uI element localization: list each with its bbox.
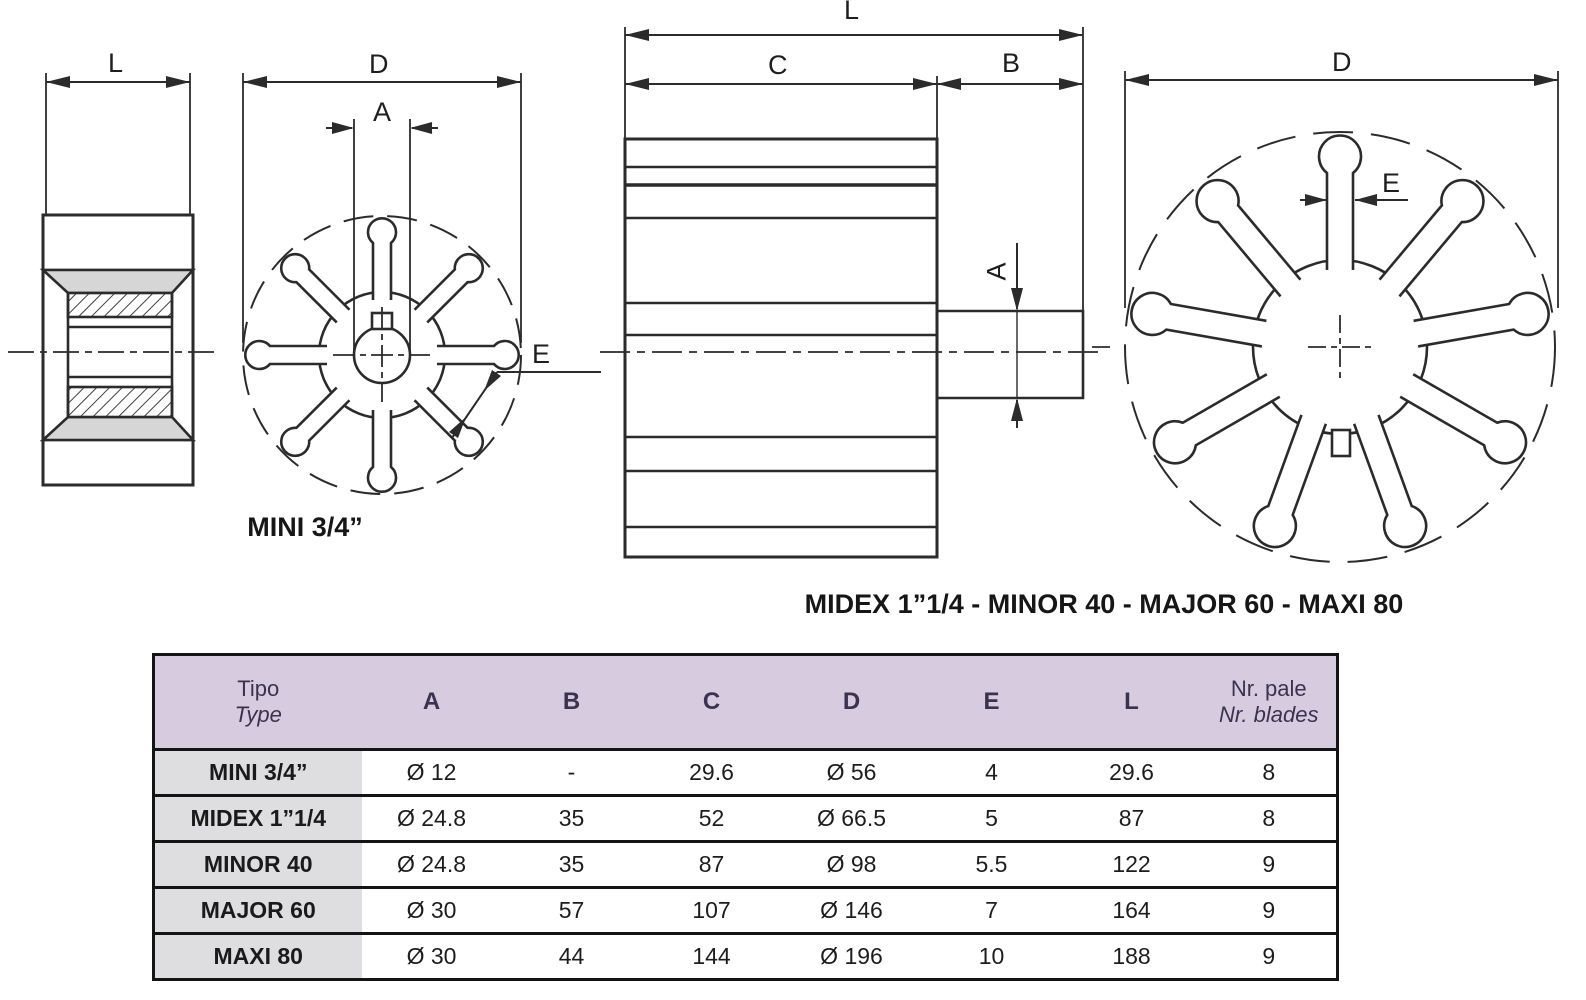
cell-L: 122 (1062, 842, 1202, 888)
cell-C: 52 (642, 796, 782, 842)
cell-B: 35 (502, 842, 642, 888)
side-view-small (8, 73, 215, 485)
cell-D: Ø 66.5 (782, 796, 922, 842)
header-col-B: B (502, 655, 642, 750)
table-row (154, 842, 1338, 888)
caption-midex-minor-major-maxi: MIDEX 1”1/4 - MINOR 40 - MAJOR 60 - MAXI 80 (804, 589, 1404, 619)
spec-table-container (152, 653, 1339, 981)
dim-label-E-small-impeller: E (532, 339, 551, 369)
header-type (154, 655, 362, 750)
cell-blades: 8 (1202, 796, 1338, 842)
header-col-A: A (362, 655, 502, 750)
caption-mini: MINI 3/4” (247, 512, 363, 542)
cell-A: Ø 30 (362, 934, 502, 980)
table-row (154, 750, 1338, 796)
cell-B: - (502, 750, 642, 796)
table-row (154, 934, 1338, 980)
cell-blades: 9 (1202, 934, 1338, 980)
impeller-view-small (243, 73, 601, 494)
header-blades-english: Nr. blades (1219, 702, 1319, 727)
cell-E: 5.5 (922, 842, 1062, 888)
row-label: MINI 3/4” (154, 750, 362, 796)
cell-L: 29.6 (1062, 750, 1202, 796)
cell-blades: 8 (1202, 750, 1338, 796)
row-label: MIDEX 1”1/4 (154, 796, 362, 842)
dim-label-D-small-impeller: D (369, 49, 389, 79)
impeller-view-large (1092, 71, 1558, 562)
table-row (154, 888, 1338, 934)
cell-A: Ø 24.8 (362, 842, 502, 888)
side-view-large (600, 27, 1098, 557)
header-blades-italian: Nr. pale (1230, 676, 1307, 702)
dim-label-L-small-side: L (108, 48, 124, 78)
header-col-C: C (642, 655, 782, 750)
table-header-row (154, 655, 1338, 750)
header-col-L: L (1062, 655, 1202, 750)
cell-L: 188 (1062, 934, 1202, 980)
cell-A: Ø 30 (362, 888, 502, 934)
dim-label-A-large-side: A (981, 262, 1012, 281)
dim-label-A-small-impeller: A (373, 97, 392, 127)
cell-C: 29.6 (642, 750, 782, 796)
cell-blades: 9 (1202, 842, 1338, 888)
cell-E: 7 (922, 888, 1062, 934)
dim-label-B-large-side: B (1002, 48, 1021, 78)
cell-B: 35 (502, 796, 642, 842)
row-label: MINOR 40 (154, 842, 362, 888)
impeller-spec-table (152, 653, 1339, 981)
cell-C: 144 (642, 934, 782, 980)
cell-E: 10 (922, 934, 1062, 980)
cell-D: Ø 196 (782, 934, 922, 980)
cell-E: 4 (922, 750, 1062, 796)
cell-D: Ø 98 (782, 842, 922, 888)
header-type-english: Type (234, 702, 282, 727)
header-type-italian: Tipo (237, 676, 280, 702)
cell-C: 107 (642, 888, 782, 934)
row-label: MAXI 80 (154, 934, 362, 980)
cell-blades: 9 (1202, 888, 1338, 934)
cell-L: 164 (1062, 888, 1202, 934)
dim-label-C-large-side: C (768, 50, 788, 80)
header-col-E: E (922, 655, 1062, 750)
cell-B: 44 (502, 934, 642, 980)
table-row (154, 796, 1338, 842)
cell-A: Ø 24.8 (362, 796, 502, 842)
header-blades (1202, 655, 1338, 750)
header-col-D: D (782, 655, 922, 750)
dim-label-E-large-impeller: E (1382, 168, 1401, 198)
cell-B: 57 (502, 888, 642, 934)
cell-D: Ø 56 (782, 750, 922, 796)
dim-label-D-large-impeller: D (1332, 47, 1352, 77)
cell-D: Ø 146 (782, 888, 922, 934)
cell-L: 87 (1062, 796, 1202, 842)
cell-E: 5 (922, 796, 1062, 842)
cell-A: Ø 12 (362, 750, 502, 796)
dim-label-L-large-side: L (844, 0, 860, 25)
row-label: MAJOR 60 (154, 888, 362, 934)
cell-C: 87 (642, 842, 782, 888)
